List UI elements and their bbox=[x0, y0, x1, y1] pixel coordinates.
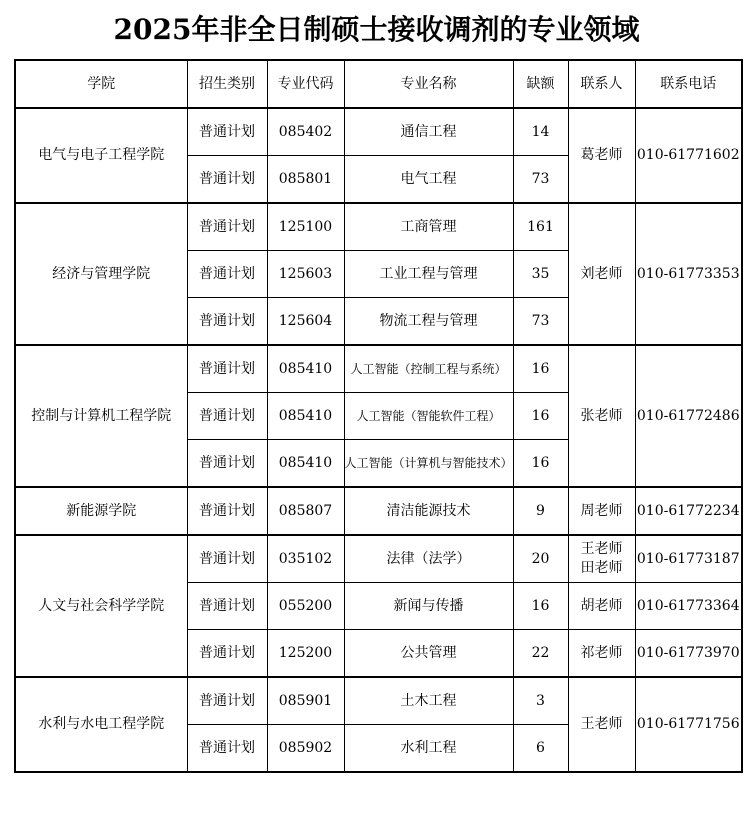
vacancy-cell: 16 bbox=[513, 440, 568, 488]
table-body bbox=[15, 108, 742, 772]
college-name: 水利与水电工程学院 bbox=[15, 677, 187, 772]
code-cell: 085902 bbox=[267, 725, 344, 773]
category-cell: 普通计划 bbox=[187, 440, 267, 488]
table-row bbox=[15, 487, 742, 535]
college-name: 控制与计算机工程学院 bbox=[15, 345, 187, 487]
code-cell: 085402 bbox=[267, 108, 344, 156]
category-cell: 普通计划 bbox=[187, 487, 267, 535]
table-row bbox=[15, 345, 742, 393]
header-vacancy: 缺额 bbox=[513, 60, 568, 108]
contact-person: 周老师 bbox=[568, 487, 635, 535]
code-cell: 055200 bbox=[267, 583, 344, 630]
vacancy-cell: 9 bbox=[513, 487, 568, 535]
contact-person: 王老师 田老师 bbox=[568, 535, 635, 583]
contact-person: 王老师 bbox=[568, 677, 635, 772]
category-cell: 普通计划 bbox=[187, 108, 267, 156]
category-cell: 普通计划 bbox=[187, 725, 267, 773]
code-cell: 085410 bbox=[267, 393, 344, 440]
header-phone: 联系电话 bbox=[635, 60, 742, 108]
code-cell: 085410 bbox=[267, 440, 344, 488]
category-cell: 普通计划 bbox=[187, 535, 267, 583]
vacancy-cell: 35 bbox=[513, 251, 568, 298]
college-name: 电气与电子工程学院 bbox=[15, 108, 187, 203]
header-category: 招生类别 bbox=[187, 60, 267, 108]
category-cell: 普通计划 bbox=[187, 583, 267, 630]
contact-phone: 010-61773970 bbox=[635, 630, 742, 678]
contact-phone: 010-61773353 bbox=[635, 203, 742, 345]
category-cell: 普通计划 bbox=[187, 345, 267, 393]
vacancy-cell: 20 bbox=[513, 535, 568, 583]
college-name: 人文与社会科学学院 bbox=[15, 535, 187, 677]
major-name-cell: 工业工程与管理 bbox=[344, 251, 513, 298]
contact-phone: 010-61771756 bbox=[635, 677, 742, 772]
code-cell: 125603 bbox=[267, 251, 344, 298]
vacancy-cell: 73 bbox=[513, 156, 568, 204]
category-cell: 普通计划 bbox=[187, 630, 267, 678]
vacancy-cell: 6 bbox=[513, 725, 568, 773]
vacancy-cell: 16 bbox=[513, 345, 568, 393]
code-cell: 085901 bbox=[267, 677, 344, 725]
table-row bbox=[15, 203, 742, 251]
contact-phone: 010-61773187 bbox=[635, 535, 742, 583]
college-name: 新能源学院 bbox=[15, 487, 187, 535]
table-row bbox=[15, 677, 742, 725]
contact-person: 胡老师 bbox=[568, 583, 635, 630]
header-college: 学院 bbox=[15, 60, 187, 108]
vacancy-cell: 73 bbox=[513, 298, 568, 346]
page-title: 2025年非全日制硕士接收调剂的专业领域 bbox=[113, 13, 640, 46]
major-name-cell: 人工智能（智能软件工程） bbox=[344, 393, 513, 440]
major-name-cell: 工商管理 bbox=[344, 203, 513, 251]
table-row bbox=[15, 535, 742, 583]
header-row bbox=[15, 60, 742, 108]
major-name-cell: 人工智能（计算机与智能技术） bbox=[344, 440, 513, 488]
category-cell: 普通计划 bbox=[187, 298, 267, 346]
code-cell: 085801 bbox=[267, 156, 344, 204]
contact-phone: 010-61771602 bbox=[635, 108, 742, 203]
header-major-name: 专业名称 bbox=[344, 60, 513, 108]
major-name-cell: 土木工程 bbox=[344, 677, 513, 725]
majors-table bbox=[14, 59, 743, 773]
vacancy-cell: 161 bbox=[513, 203, 568, 251]
major-name-cell: 电气工程 bbox=[344, 156, 513, 204]
major-name-cell: 水利工程 bbox=[344, 725, 513, 773]
contact-person: 祁老师 bbox=[568, 630, 635, 678]
major-name-cell: 清洁能源技术 bbox=[344, 487, 513, 535]
header-contact: 联系人 bbox=[568, 60, 635, 108]
code-cell: 085807 bbox=[267, 487, 344, 535]
major-name-cell: 人工智能（控制工程与系统） bbox=[344, 345, 513, 393]
contact-person: 葛老师 bbox=[568, 108, 635, 203]
category-cell: 普通计划 bbox=[187, 156, 267, 204]
vacancy-cell: 22 bbox=[513, 630, 568, 678]
vacancy-cell: 3 bbox=[513, 677, 568, 725]
contact-phone: 010-61773364 bbox=[635, 583, 742, 630]
contact-person: 刘老师 bbox=[568, 203, 635, 345]
contact-person: 张老师 bbox=[568, 345, 635, 487]
vacancy-cell: 16 bbox=[513, 583, 568, 630]
category-cell: 普通计划 bbox=[187, 251, 267, 298]
category-cell: 普通计划 bbox=[187, 203, 267, 251]
category-cell: 普通计划 bbox=[187, 393, 267, 440]
major-name-cell: 公共管理 bbox=[344, 630, 513, 678]
code-cell: 085410 bbox=[267, 345, 344, 393]
major-name-cell: 物流工程与管理 bbox=[344, 298, 513, 346]
major-name-cell: 新闻与传播 bbox=[344, 583, 513, 630]
code-cell: 035102 bbox=[267, 535, 344, 583]
table-row bbox=[15, 108, 742, 156]
contact-phone: 010-61772486 bbox=[635, 345, 742, 487]
code-cell: 125100 bbox=[267, 203, 344, 251]
header-code: 专业代码 bbox=[267, 60, 344, 108]
college-name: 经济与管理学院 bbox=[15, 203, 187, 345]
vacancy-cell: 16 bbox=[513, 393, 568, 440]
vacancy-cell: 14 bbox=[513, 108, 568, 156]
major-name-cell: 法律（法学） bbox=[344, 535, 513, 583]
major-name-cell: 通信工程 bbox=[344, 108, 513, 156]
category-cell: 普通计划 bbox=[187, 677, 267, 725]
contact-phone: 010-61772234 bbox=[635, 487, 742, 535]
code-cell: 125200 bbox=[267, 630, 344, 678]
code-cell: 125604 bbox=[267, 298, 344, 346]
